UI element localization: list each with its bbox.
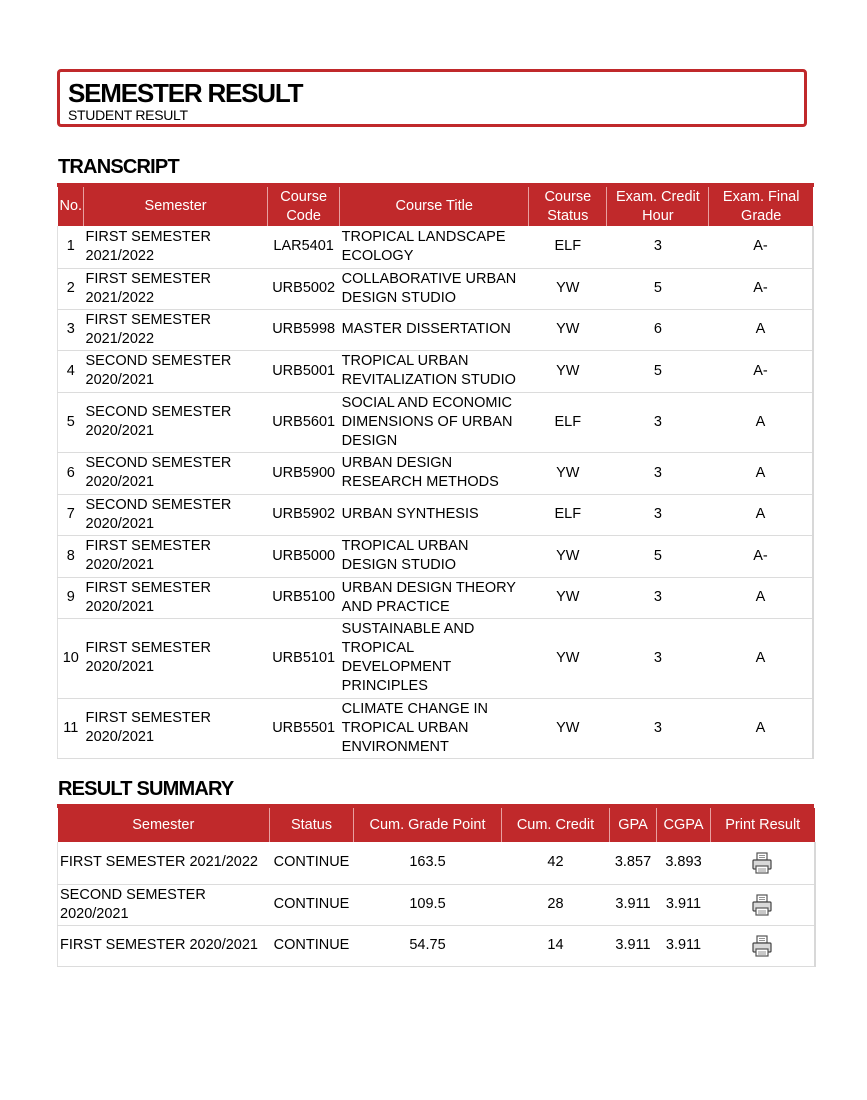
row-course-status: ELF [529,226,607,268]
row-no: 9 [58,577,84,618]
row-course-status: ELF [529,392,607,452]
col-semester: Semester [84,187,268,226]
summary-cum-credit: 42 [502,842,610,884]
row-credit-hour: 3 [607,226,709,268]
row-course-status: ELF [529,494,607,535]
table-row [58,226,814,268]
row-course-status: YW [529,350,607,392]
row-course-title: SOCIAL AND ECONOMIC DIMENSIONS OF URBAN DESIGN [340,392,529,452]
table-row [58,577,814,618]
row-final-grade: A [709,577,813,618]
row-course-code: URB5501 [268,698,340,758]
row-course-code: URB5002 [268,268,340,309]
row-course-code: URB5902 [268,494,340,535]
row-course-status: YW [529,698,607,758]
row-semester: FIRST SEMESTER 2020/2021 [84,618,268,698]
row-course-code: URB5000 [268,535,340,577]
row-course-code: URB5998 [268,309,340,350]
row-semester: FIRST SEMESTER 2020/2021 [84,698,268,758]
row-final-grade: A- [709,268,813,309]
row-no: 7 [58,494,84,535]
row-course-status: YW [529,535,607,577]
summary-gpa: 3.911 [610,884,657,925]
table-row [58,535,814,577]
row-no: 11 [58,698,84,758]
row-credit-hour: 5 [607,268,709,309]
row-course-code: LAR5401 [268,226,340,268]
row-semester: SECOND SEMESTER 2020/2021 [84,452,268,494]
printer-icon[interactable] [751,851,773,875]
summary-cum-grade-point: 163.5 [354,842,502,884]
row-no: 5 [58,392,84,452]
page-title: SEMESTER RESULT [68,78,303,108]
row-credit-hour: 5 [607,350,709,392]
summary-cgpa: 3.911 [657,884,711,925]
row-course-title: TROPICAL URBAN DESIGN STUDIO [340,535,529,577]
col-status: Status [270,808,354,842]
row-course-title: URBAN DESIGN THEORY AND PRACTICE [340,577,529,618]
col-cum-credit: Cum. Credit [502,808,610,842]
table-row [58,452,814,494]
row-course-status: YW [529,577,607,618]
page-subtitle: STUDENT RESULT [68,107,188,123]
row-final-grade: A [709,309,813,350]
row-course-status: YW [529,618,607,698]
row-semester: FIRST SEMESTER 2021/2022 [84,268,268,309]
col-course-title: Course Title [340,187,529,226]
row-course-code: URB5101 [268,618,340,698]
row-credit-hour: 3 [607,494,709,535]
table-row [58,698,814,758]
row-credit-hour: 3 [607,618,709,698]
table-row [58,925,815,966]
col-print-result: Print Result [711,808,815,842]
summary-print-cell [711,884,815,925]
row-course-title: CLIMATE CHANGE IN TROPICAL URBAN ENVIRONMENT [340,698,529,758]
row-course-status: YW [529,268,607,309]
row-final-grade: A [709,494,813,535]
col-gpa: GPA [610,808,657,842]
summary-cum-grade-point: 109.5 [354,884,502,925]
row-no: 2 [58,268,84,309]
summary-semester: SECOND SEMESTER 2020/2021 [58,884,270,925]
row-credit-hour: 6 [607,309,709,350]
table-row [58,350,814,392]
col-no: No. [58,187,84,226]
row-credit-hour: 3 [607,452,709,494]
summary-table [57,808,816,967]
row-final-grade: A- [709,535,813,577]
summary-cgpa: 3.893 [657,842,711,884]
table-row [58,309,814,350]
row-course-title: MASTER DISSERTATION [340,309,529,350]
row-semester: FIRST SEMESTER 2021/2022 [84,226,268,268]
row-no: 4 [58,350,84,392]
summary-gpa: 3.911 [610,925,657,966]
summary-status: CONTINUE [270,842,354,884]
row-course-title: TROPICAL URBAN REVITALIZATION STUDIO [340,350,529,392]
summary-cum-grade-point: 54.75 [354,925,502,966]
row-semester: SECOND SEMESTER 2020/2021 [84,392,268,452]
printer-icon[interactable] [751,934,773,958]
table-row [58,618,814,698]
row-course-title: URBAN DESIGN RESEARCH METHODS [340,452,529,494]
row-course-title: URBAN SYNTHESIS [340,494,529,535]
summary-header-row [58,808,815,842]
row-semester: FIRST SEMESTER 2021/2022 [84,309,268,350]
summary-cum-credit: 28 [502,884,610,925]
row-semester: SECOND SEMESTER 2020/2021 [84,350,268,392]
row-credit-hour: 3 [607,577,709,618]
col-course-status: Course Status [529,187,607,226]
transcript-header-row [58,187,814,226]
transcript-title: TRANSCRIPT [58,156,179,178]
summary-print-cell [711,842,815,884]
summary-gpa: 3.857 [610,842,657,884]
row-course-status: YW [529,309,607,350]
row-semester: FIRST SEMESTER 2020/2021 [84,535,268,577]
table-row [58,268,814,309]
col-cum-grade-point: Cum. Grade Point [354,808,502,842]
row-no: 3 [58,309,84,350]
table-row [58,884,815,925]
row-final-grade: A [709,698,813,758]
summary-cum-credit: 14 [502,925,610,966]
row-no: 10 [58,618,84,698]
row-course-title: SUSTAINABLE AND TROPICAL DEVELOPMENT PRINCIPLES [340,618,529,698]
row-final-grade: A [709,452,813,494]
table-row [58,392,814,452]
row-course-status: YW [529,452,607,494]
result-summary-title: RESULT SUMMARY [58,778,234,800]
row-course-title: COLLABORATIVE URBAN DESIGN STUDIO [340,268,529,309]
summary-semester: FIRST SEMESTER 2020/2021 [58,925,270,966]
transcript-table-wrap [57,183,814,759]
summary-status: CONTINUE [270,925,354,966]
row-final-grade: A- [709,226,813,268]
row-final-grade: A [709,618,813,698]
row-course-code: URB5601 [268,392,340,452]
row-semester: SECOND SEMESTER 2020/2021 [84,494,268,535]
transcript-table [57,187,814,759]
printer-icon[interactable] [751,893,773,917]
row-no: 8 [58,535,84,577]
table-row [58,842,815,884]
row-semester: FIRST SEMESTER 2020/2021 [84,577,268,618]
table-row [58,494,814,535]
page-header [57,69,807,127]
row-no: 6 [58,452,84,494]
col-course-code: Course Code [268,187,340,226]
col-cgpa: CGPA [657,808,711,842]
summary-status: CONTINUE [270,884,354,925]
row-course-code: URB5900 [268,452,340,494]
row-credit-hour: 5 [607,535,709,577]
col-final-grade: Exam. Final Grade [709,187,813,226]
row-course-code: URB5100 [268,577,340,618]
summary-print-cell [711,925,815,966]
row-credit-hour: 3 [607,392,709,452]
row-final-grade: A- [709,350,813,392]
col-credit-hour: Exam. Credit Hour [607,187,709,226]
row-course-code: URB5001 [268,350,340,392]
row-credit-hour: 3 [607,698,709,758]
row-course-title: TROPICAL LANDSCAPE ECOLOGY [340,226,529,268]
summary-cgpa: 3.911 [657,925,711,966]
row-no: 1 [58,226,84,268]
row-final-grade: A [709,392,813,452]
col-semester: Semester [58,808,270,842]
summary-table-wrap [57,804,814,967]
summary-semester: FIRST SEMESTER 2021/2022 [58,842,270,884]
